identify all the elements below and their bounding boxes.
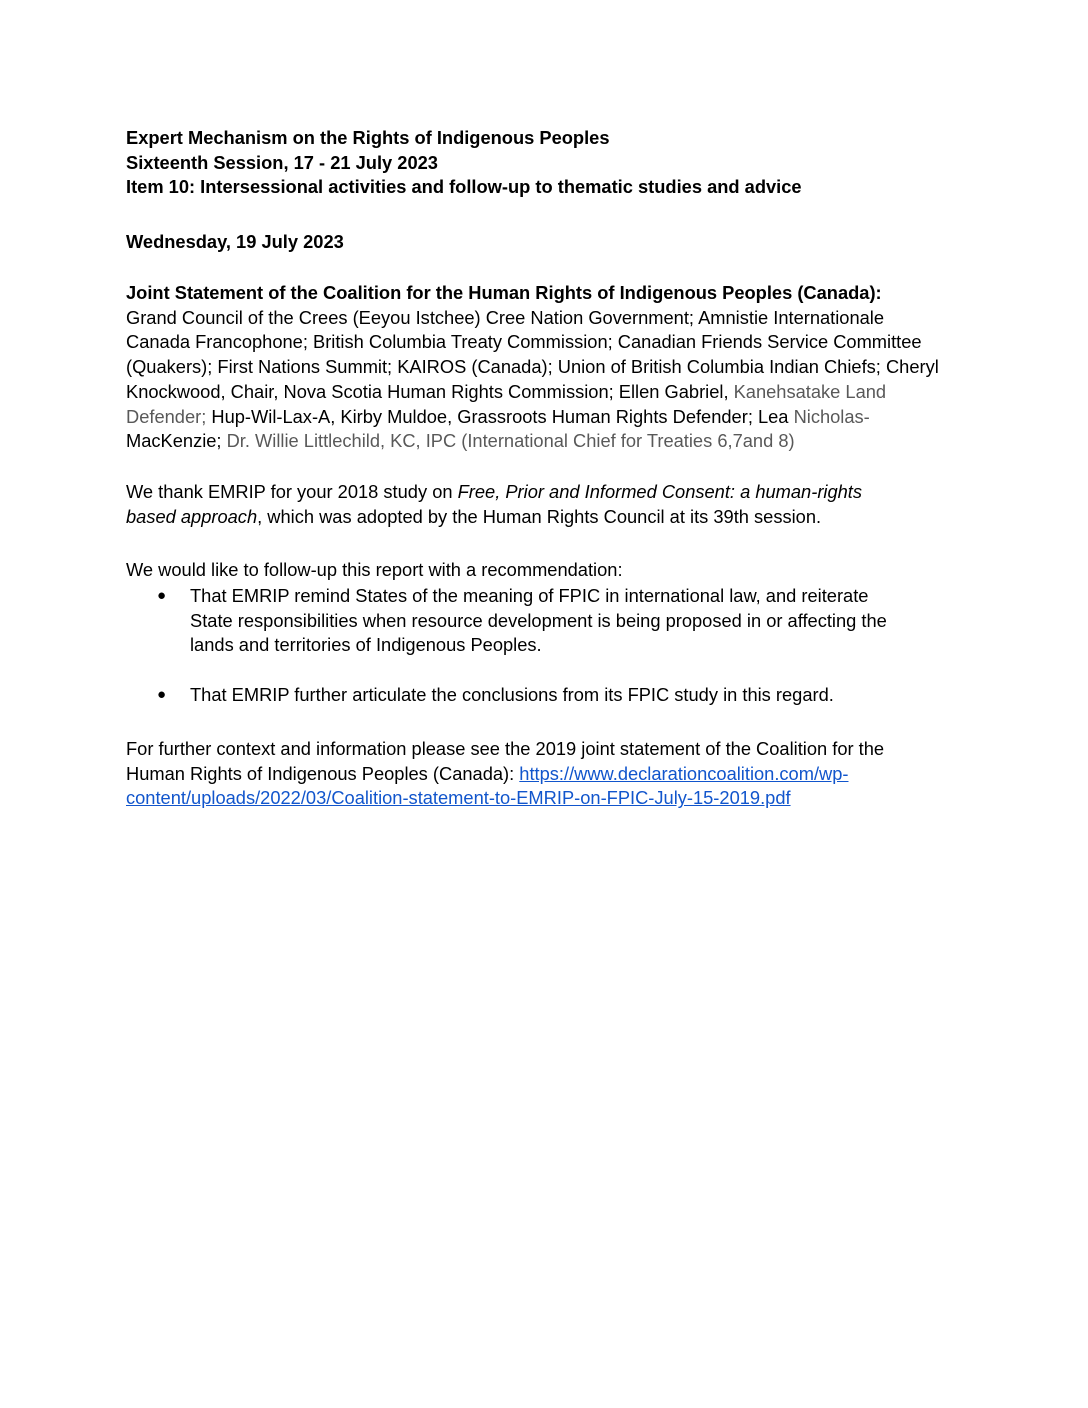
signatories-line: Canada Francophone; British Columbia Treaty Commission; Canadian Friends Service Committee <box>126 331 922 353</box>
further-line <box>126 786 976 811</box>
signatories-text-grey: Nicholas- <box>788 405 870 427</box>
document-heading <box>126 126 976 200</box>
signatories-line: Grand Council of the Crees (Eeyou Istchee) Cree Nation Government; Amnistie Internationale <box>126 306 885 328</box>
further-line <box>126 762 976 787</box>
signatories-line <box>126 429 976 454</box>
signatories-text: Knockwood, Chair, Nova Scotia Human Rights Commission; Ellen Gabriel, <box>126 380 729 402</box>
heading-line-item: Item 10: Intersessional activities and follow-up to thematic studies and advice <box>126 176 802 198</box>
signatories-line: (Quakers); First Nations Summit; KAIROS (Canada); Union of British Columbia Indian Chiefs; Cheryl <box>126 356 939 378</box>
further-line: For further context and information please see the 2019 joint statement of the Coalition for the <box>126 738 885 759</box>
signatories-line <box>126 380 976 405</box>
signatories-text: MacKenzie; <box>126 430 222 452</box>
signatories-line <box>126 405 976 430</box>
recommendation-line: That EMRIP further articulate the conclusions from its FPIC study in this regard. <box>190 683 834 705</box>
signatories-text-grey: Dr. Willie Littlechild, KC, IPC (International Chief for Treaties 6,7and 8) <box>221 430 795 452</box>
recommendation-item <box>126 584 976 658</box>
recommendation-line: lands and territories of Indigenous Peoples. <box>190 634 542 656</box>
thanks-line <box>126 505 976 530</box>
bullet-icon: ● <box>157 587 167 604</box>
study-title-italic: based approach <box>126 505 258 527</box>
heading-line-session: Sixteenth Session, 17 - 21 July 2023 <box>126 151 438 173</box>
recommendation-line: That EMRIP remind States of the meaning of FPIC in international law, and reiterate <box>190 585 869 606</box>
thanks-text: We thank EMRIP for your 2018 study on <box>126 481 458 502</box>
coalition-statement-link[interactable]: https://www.declarationcoalition.com/wp- <box>519 762 849 784</box>
joint-statement-title: Joint Statement of the Coalition for the Human Rights of Indigenous Peoples (Canada): <box>126 282 882 303</box>
further-text: Human Rights of Indigenous Peoples (Canada): <box>126 762 520 784</box>
recommendation-item <box>126 683 976 708</box>
coalition-statement-link[interactable]: content/uploads/2022/03/Coalition-statement-to-EMRIP-on-FPIC-July-15-2019.pdf <box>126 787 791 809</box>
joint-statement-block <box>126 281 976 454</box>
signatories-text-grey: Kanehsatake Land <box>728 380 887 402</box>
follow-up-paragraph: We would like to follow-up this report with a recommendation: <box>126 559 623 580</box>
recommendation-list <box>126 584 976 708</box>
thanks-line <box>126 480 976 505</box>
signatories-text-grey: Defender; <box>126 405 207 427</box>
study-title-italic: Free, Prior and Informed Consent: a human-rights <box>457 481 863 502</box>
recommendation-line: State responsibilities when resource development is being proposed in or affecting the <box>190 609 887 631</box>
statement-date: Wednesday, 19 July 2023 <box>126 231 344 252</box>
thanks-paragraph <box>126 480 976 529</box>
signatories-text: Hup-Wil-Lax-A, Kirby Muldoe, Grassroots Human Rights Defender; Lea <box>206 405 789 427</box>
bullet-icon: ● <box>157 685 167 703</box>
thanks-text: , which was adopted by the Human Rights Council at its 39th session. <box>257 505 822 527</box>
further-context-paragraph <box>126 737 976 811</box>
heading-line-mechanism: Expert Mechanism on the Rights of Indigenous Peoples <box>126 127 610 148</box>
